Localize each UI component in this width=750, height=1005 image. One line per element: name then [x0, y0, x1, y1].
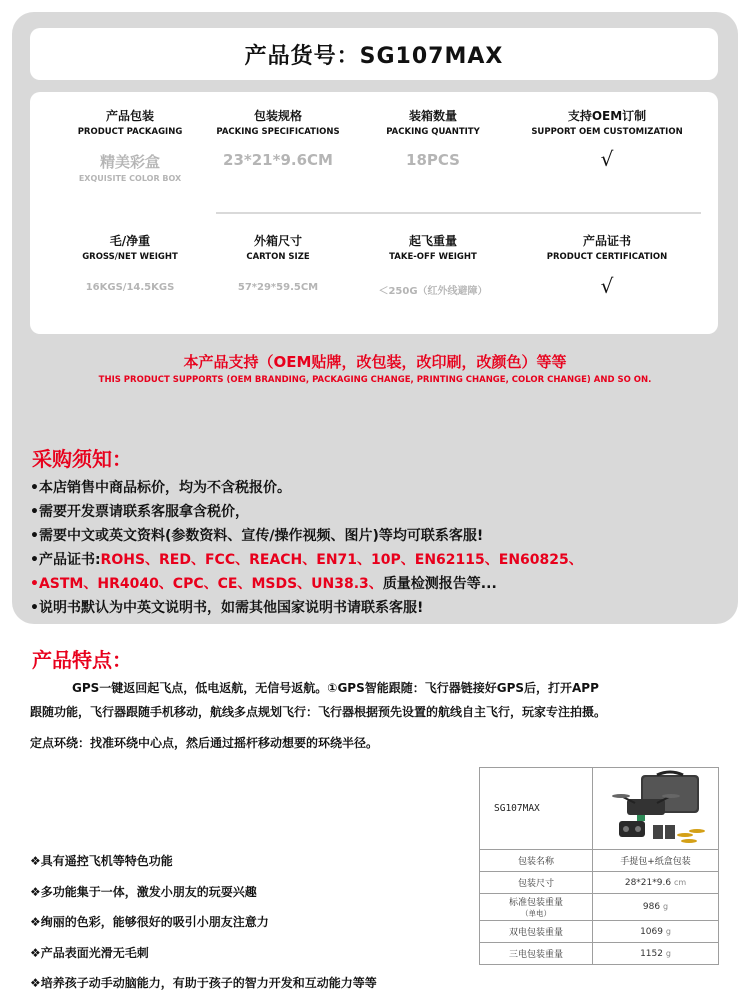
features-title: 产品特点： — [32, 648, 132, 672]
purchase-notice-list — [30, 476, 740, 620]
product-table — [479, 767, 719, 965]
spec-label: 毛/净重 — [109, 234, 151, 248]
spec-label-en: PACKING SPECIFICATIONS — [216, 127, 340, 137]
row-value-cell — [593, 921, 719, 943]
spec-packing-quantity — [348, 107, 518, 169]
spec-label: 外箱尺寸 — [253, 234, 302, 248]
row-value-cell — [593, 894, 719, 921]
row-label-sub: （单电） — [521, 909, 551, 918]
feature-bullet: ❖产品表面光滑无毛刺 — [30, 945, 149, 960]
notice-line: •本店销售中商品标价，均为不含税报价。 — [30, 480, 291, 496]
spec-value: 16KGS/14.5KGS — [85, 282, 175, 293]
features-paragraph: GPS一键返回起飞点，低电返航，无信号返航。①GPS智能跟随：飞行器链接好GPS后，打开APP — [72, 681, 599, 695]
spec-value: 57*29*59.5CM — [237, 282, 319, 293]
spec-label: 包装规格 — [253, 109, 302, 123]
spec-label: 产品包装 — [105, 109, 154, 123]
table-row — [480, 943, 719, 965]
spec-label: 支持OEM订制 — [567, 109, 647, 123]
cert-list: ROHS、RED、FCC、REACH、EN71、10P、EN62115、EN60825、 — [100, 552, 583, 568]
row-value: 1069 — [640, 926, 663, 937]
row-value-cell — [593, 943, 719, 965]
feature-bullet: ❖多功能集于一体，激发小朋友的玩耍兴趣 — [30, 884, 257, 899]
spec-carton-size — [193, 232, 363, 293]
features-paragraph: 跟随功能，飞行器跟随手机移动，航线多点规划飞行：飞行器根据预先设置的航线自主飞行，玩家专注拍摄。 — [30, 705, 607, 719]
row-label: 标准包装重量 — [508, 898, 563, 908]
product-image-cell — [593, 768, 719, 850]
spec-label: 产品证书 — [582, 234, 631, 248]
notice-line: •需要中文或英文资料(参数资料、宣传/操作视频、图片)等均可联系客服! — [30, 528, 484, 544]
row-label-cell — [480, 894, 593, 921]
spec-label-en: PRODUCT PACKAGING — [77, 127, 183, 137]
row-value: 986 — [642, 902, 661, 912]
drone-product-image — [597, 769, 715, 849]
spec-label: 起飞重量 — [408, 234, 457, 248]
notice-cert-line-2 — [30, 572, 740, 596]
row-label: 双电包装重量 — [480, 921, 593, 943]
table-row — [480, 894, 719, 921]
spec-gross-net-weight — [45, 232, 215, 293]
page-title: 产品货号：SG107MAX — [244, 43, 504, 69]
row-label: 包装名称 — [480, 850, 593, 872]
model-cell: SG107MAX — [480, 768, 593, 850]
spec-product-certification — [522, 232, 692, 298]
spec-packing-specifications — [193, 107, 363, 169]
row-label: 三电包装重量 — [480, 943, 593, 965]
oem-notice-zh: 本产品支持（OEM贴牌，改包装，改印刷，改颜色）等等 — [183, 353, 567, 371]
row-value: 手提包+纸盒包装 — [593, 850, 719, 872]
oem-notice-en: THIS PRODUCT SUPPORTS (OEM BRANDING, PACKAGING CHANGE, PRINTING CHANGE, COLOR CHANGE) AND SO ON. — [98, 375, 652, 385]
title-card — [30, 28, 718, 80]
spec-oem-support — [522, 107, 692, 171]
row-label: 包装尺寸 — [480, 872, 593, 894]
feature-bullet: ❖绚丽的色彩，能够很好的吸引小朋友注意力 — [30, 915, 269, 929]
spec-label-en: TAKE-OFF WEIGHT — [389, 252, 477, 262]
spec-divider — [216, 212, 701, 214]
features-paragraph: 定点环绕：找准环绕中心点，然后通过摇杆移动想要的环绕半径。 — [30, 736, 379, 750]
table-row — [480, 850, 719, 872]
spec-value: 18PCS — [406, 151, 460, 169]
spec-label-en: CARTON SIZE — [246, 252, 310, 262]
spec-label-en: PACKING QUANTITY — [386, 127, 480, 137]
spec-label-en: GROSS/NET WEIGHT — [82, 252, 178, 262]
spec-takeoff-weight — [348, 232, 518, 297]
feature-bullet: ❖具有遥控飞机等特色功能 — [30, 854, 173, 868]
purchase-notice-title: 采购须知： — [32, 447, 132, 471]
feature-bullets — [30, 852, 377, 1005]
cert-suffix: 质量检测报告等... — [382, 576, 497, 592]
spec-label-en: PRODUCT CERTIFICATION — [546, 252, 668, 262]
spec-value: 精美彩盒 — [99, 153, 160, 171]
notice-line: •需要开发票请联系客服拿含税价， — [30, 504, 249, 520]
row-unit: g — [662, 902, 669, 911]
spec-value-sub: EXQUISITE COLOR BOX — [78, 174, 182, 183]
spec-product-packaging — [45, 107, 215, 183]
row-value-cell — [593, 872, 719, 894]
notice-cert-line — [30, 548, 740, 572]
feature-bullet: ❖培养孩子动手动脑能力，有助于孩子的智力开发和互动能力等等 — [30, 976, 377, 990]
row-unit: g — [665, 948, 671, 958]
notice-line: •说明书默认为中英文说明书，如需其他国家说明书请联系客服! — [30, 600, 424, 616]
row-unit: cm — [673, 877, 687, 887]
checkmark-icon: √ — [600, 147, 614, 171]
spec-value: ＜250G（红外线避障） — [378, 286, 488, 297]
spec-label-en: SUPPORT OEM CUSTOMIZATION — [531, 127, 683, 137]
cert-list: •ASTM、HR4040、CPC、CE、MSDS、UN38.3、 — [30, 576, 383, 592]
table-row — [480, 768, 719, 850]
spec-label: 装箱数量 — [408, 109, 457, 123]
row-value: 1152 — [640, 948, 663, 959]
row-unit: g — [665, 926, 671, 936]
table-row — [480, 921, 719, 943]
table-row — [480, 872, 719, 894]
row-value: 28*21*9.6 — [624, 877, 672, 888]
spec-value: 23*21*9.6CM — [223, 151, 333, 169]
cert-prefix: •产品证书: — [30, 552, 101, 568]
checkmark-icon: √ — [600, 274, 614, 298]
